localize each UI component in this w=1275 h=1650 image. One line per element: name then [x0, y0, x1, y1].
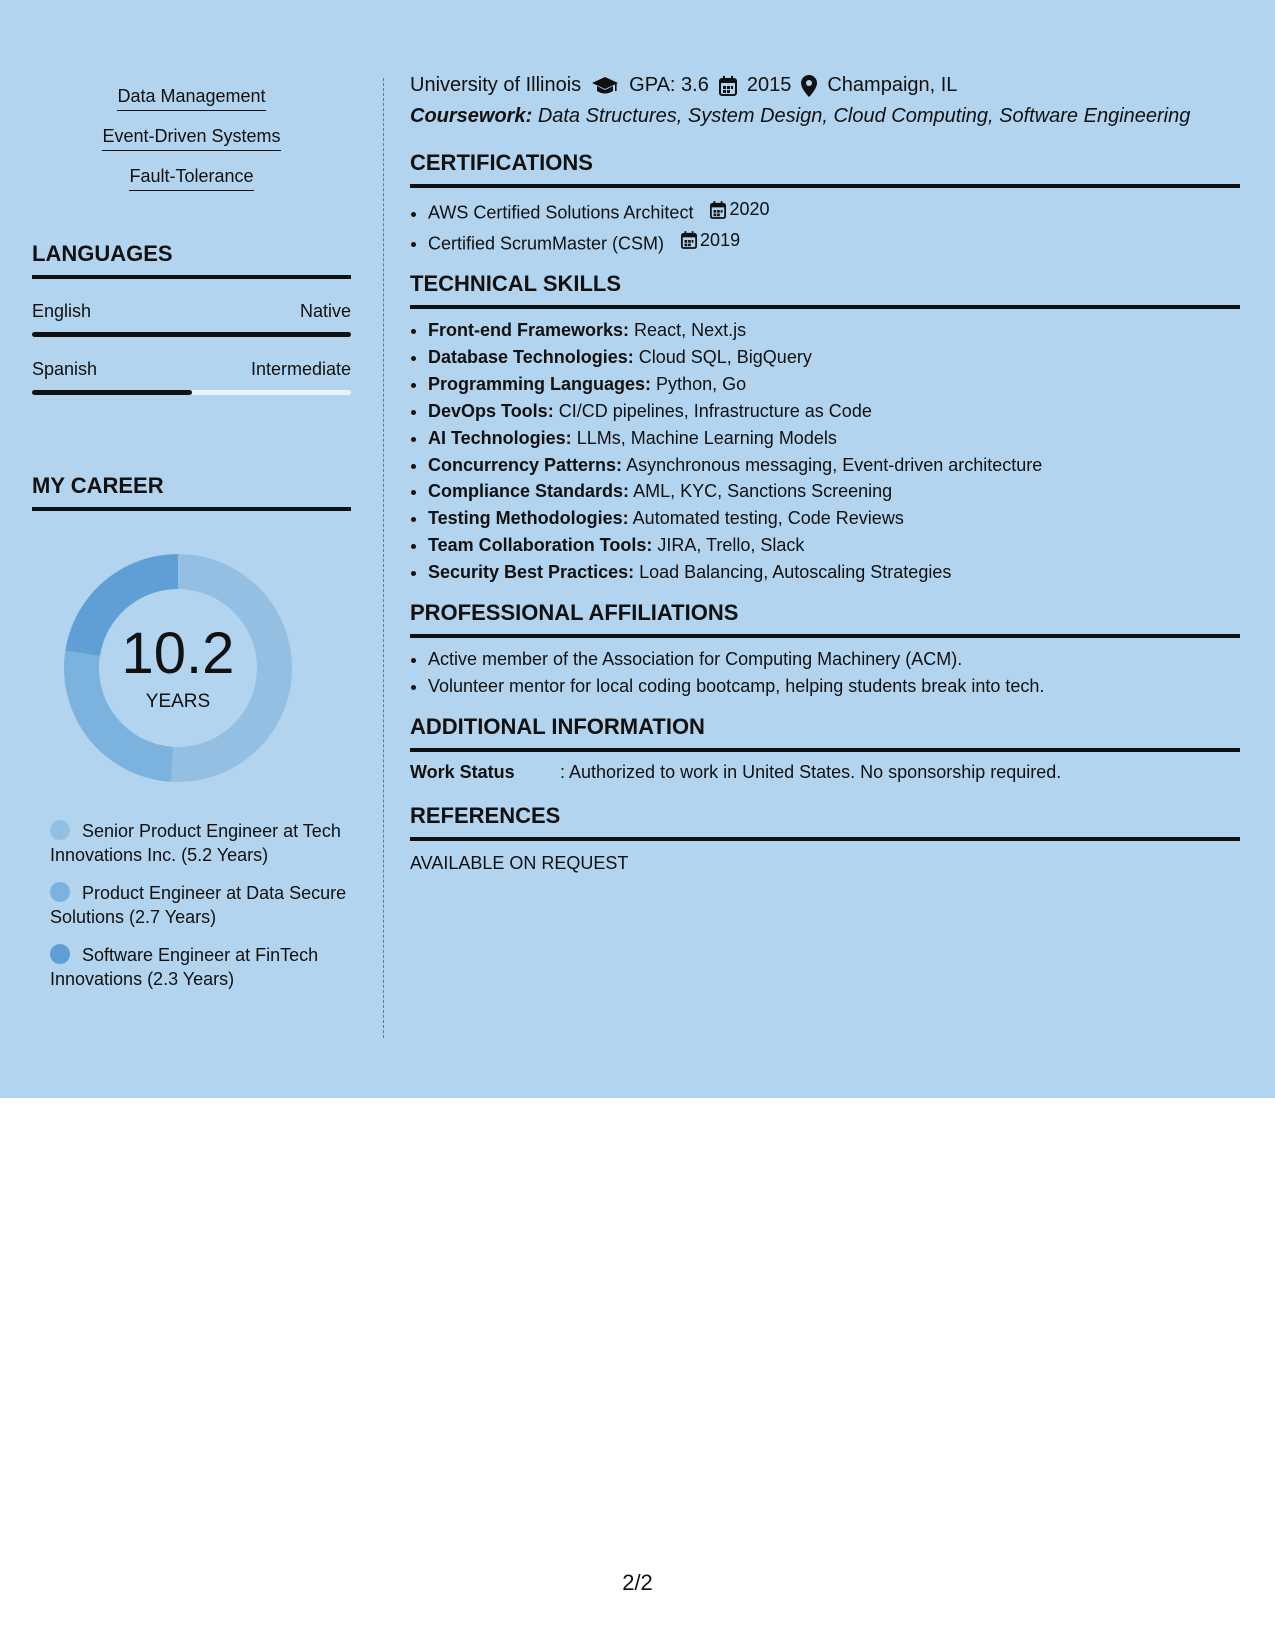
language-spanish — [32, 359, 351, 395]
skill-category: DevOps Tools: — [428, 400, 554, 421]
affiliation-item: • Volunteer mentor for local coding bootcamp, helping students break into tech. — [428, 673, 1240, 700]
coursework-list: Data Structures, System Design, Cloud Computing, Software Engineering — [537, 105, 1191, 127]
language-bar — [32, 332, 351, 337]
technical-skill-item — [428, 371, 1240, 398]
technical-skill-item — [428, 452, 1240, 479]
legend-dot — [50, 882, 70, 902]
affiliation-item: • Active member of the Association for Computing Machinery (ACM). — [428, 646, 1240, 673]
certifications-heading: CERTIFICATIONS — [410, 150, 1240, 188]
skill-tag: Fault-Tolerance — [129, 166, 253, 191]
calendar-icon — [719, 76, 737, 96]
coursework-label: Coursework: — [410, 105, 533, 127]
graduation-cap-icon — [591, 76, 619, 96]
technical-skill-item — [428, 344, 1240, 371]
career-legend-item — [50, 881, 350, 929]
career-job-label: Software Engineer at FinTech Innovations (2.3 Years) — [50, 945, 319, 989]
technical-skill-item — [428, 425, 1240, 452]
skill-values: Cloud SQL, BigQuery — [638, 346, 812, 367]
education-line — [410, 74, 1240, 97]
certification-name: AWS Certified Solutions Architect — [428, 202, 694, 223]
affiliations-section — [410, 600, 1240, 700]
column-divider — [383, 78, 384, 1038]
right-column — [410, 74, 1240, 874]
skill-category: Database Technologies: — [428, 346, 634, 367]
language-english — [32, 301, 351, 337]
additional-info-heading: ADDITIONAL INFORMATION — [410, 714, 1240, 752]
skill-values: JIRA, Trello, Slack — [657, 535, 805, 556]
skill-category: Concurrency Patterns: — [428, 454, 623, 475]
certification-item — [428, 196, 1240, 227]
technical-skill-item — [428, 317, 1240, 344]
work-status-value: : Authorized to work in United States. No sponsorship required. — [560, 762, 1062, 783]
school-location: Champaign, IL — [827, 74, 958, 96]
skill-category: Security Best Practices: — [428, 562, 635, 583]
location-pin-icon — [801, 75, 817, 97]
gpa: GPA: 3.6 — [629, 74, 709, 96]
languages-heading: LANGUAGES — [32, 241, 351, 279]
skill-category: Testing Methodologies: — [428, 508, 629, 529]
school-name: University of Illinois — [410, 74, 582, 96]
career-section — [32, 473, 351, 991]
legend-dot — [50, 820, 70, 840]
certifications-section — [410, 150, 1240, 257]
work-status-row — [410, 762, 1240, 783]
skill-category: Compliance Standards: — [428, 481, 630, 502]
skill-values: AML, KYC, Sanctions Screening — [633, 481, 893, 502]
career-job-label: Product Engineer at Data Secure Solutions (2.7 Years) — [50, 883, 347, 927]
career-total-years: 10.2 — [121, 621, 235, 686]
skill-tag: Data Management — [117, 86, 265, 111]
technical-skill-item — [428, 398, 1240, 425]
skill-values: LLMs, Machine Learning Models — [576, 427, 837, 448]
career-donut-chart — [63, 553, 293, 783]
technical-skills-list — [410, 317, 1240, 586]
skill-values: Automated testing, Code Reviews — [632, 508, 904, 529]
certification-year: 2019 — [700, 229, 741, 250]
skill-tag: Event-Driven Systems — [102, 126, 280, 151]
references-heading: REFERENCES — [410, 803, 1240, 841]
calendar-icon — [710, 201, 726, 219]
certification-name: Certified ScrumMaster (CSM) — [428, 233, 665, 253]
skill-category: Front-end Frameworks: — [428, 320, 630, 340]
technical-skill-item — [428, 478, 1240, 505]
language-name: Spanish — [32, 359, 98, 379]
certifications-list — [410, 196, 1240, 257]
skill-tags — [32, 86, 351, 191]
coursework — [410, 105, 1240, 128]
language-level: Native — [299, 301, 351, 321]
affiliations-list — [410, 646, 1240, 700]
certification-item — [428, 227, 1240, 258]
language-bar — [32, 390, 351, 395]
technical-skill-item — [428, 559, 1240, 586]
references-section — [410, 803, 1240, 874]
technical-skill-item — [428, 505, 1240, 532]
left-column — [32, 70, 351, 1005]
career-heading: MY CAREER — [32, 473, 351, 511]
references-text: AVAILABLE ON REQUEST — [410, 853, 629, 874]
donut-center — [63, 553, 293, 783]
additional-info-section — [410, 714, 1240, 783]
skill-category: Team Collaboration Tools: — [428, 535, 653, 556]
work-status-label: Work Status — [410, 762, 515, 783]
career-total-unit: YEARS — [145, 691, 211, 712]
technical-skills-section — [410, 271, 1240, 586]
skill-values: React, Next.js — [634, 320, 747, 340]
career-legend-item — [50, 943, 350, 991]
skill-values: Asynchronous messaging, Event-driven architecture — [626, 454, 1043, 475]
career-legend — [50, 819, 350, 991]
language-bar-fill — [32, 332, 351, 337]
skill-values: Python, Go — [656, 373, 747, 394]
skill-category: Programming Languages: — [428, 373, 652, 394]
graduation-year: 2015 — [746, 74, 792, 96]
skill-values: Load Balancing, Autoscaling Strategies — [639, 562, 952, 583]
affiliations-heading: PROFESSIONAL AFFILIATIONS — [410, 600, 1240, 638]
skill-category: AI Technologies: — [428, 427, 572, 448]
language-bar-fill — [32, 390, 192, 395]
technical-skill-item — [428, 532, 1240, 559]
certification-year: 2020 — [729, 199, 770, 219]
language-name: English — [32, 301, 92, 321]
calendar-icon — [681, 231, 697, 249]
technical-skills-heading: TECHNICAL SKILLS — [410, 271, 1240, 309]
career-job-label: Senior Product Engineer at Tech Innovations Inc. (5.2 Years) — [50, 821, 341, 865]
career-legend-item — [50, 819, 350, 867]
languages-section — [32, 241, 351, 395]
legend-dot — [50, 944, 70, 964]
skill-values: CI/CD pipelines, Infrastructure as Code — [558, 400, 872, 421]
language-level: Intermediate — [250, 359, 351, 379]
page-number: 2/2 — [622, 1570, 653, 1595]
